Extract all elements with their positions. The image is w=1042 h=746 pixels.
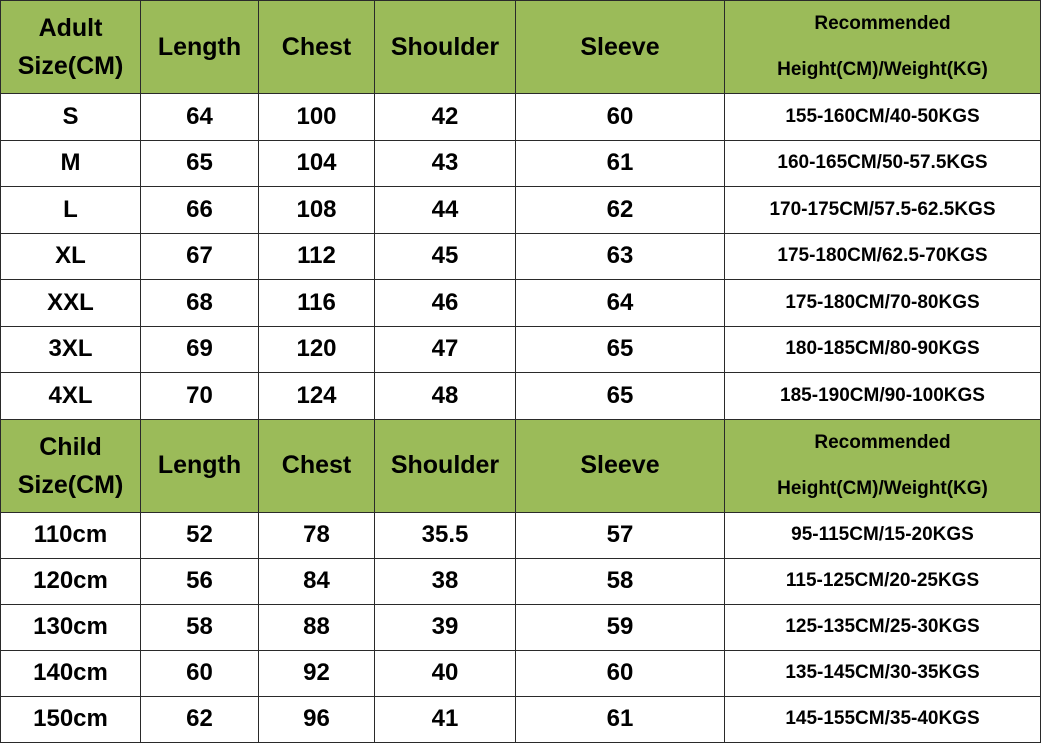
sleeve-cell: 64 [516, 280, 725, 327]
size-cell: M [1, 140, 141, 187]
sleeve-cell: 57 [516, 512, 725, 558]
shoulder-cell: 45 [375, 233, 516, 280]
adult-row [1, 187, 1041, 234]
length-cell: 62 [141, 696, 259, 742]
adult-length-header: Length [141, 1, 259, 94]
chest-cell: 108 [259, 187, 375, 234]
length-cell: 52 [141, 512, 259, 558]
child-size-header-line2: Size(CM) [17, 470, 124, 499]
child-recommended-header-line2: Height(CM)/Weight(KG) [777, 477, 988, 499]
recommended-cell: 125-135CM/25-30KGS [725, 604, 1041, 650]
chest-cell: 116 [259, 280, 375, 327]
child-size-header [1, 419, 141, 512]
length-cell: 60 [141, 650, 259, 696]
recommended-cell: 180-185CM/80-90KGS [725, 326, 1041, 373]
child-recommended-header [725, 419, 1041, 512]
size-cell: 3XL [1, 326, 141, 373]
shoulder-cell: 47 [375, 326, 516, 373]
sleeve-cell: 65 [516, 326, 725, 373]
length-cell: 64 [141, 94, 259, 141]
adult-recommended-header [725, 1, 1041, 94]
shoulder-cell: 48 [375, 373, 516, 420]
recommended-cell: 145-155CM/35-40KGS [725, 696, 1041, 742]
sleeve-cell: 63 [516, 233, 725, 280]
size-cell: 130cm [1, 604, 141, 650]
adult-row [1, 373, 1041, 420]
length-cell: 66 [141, 187, 259, 234]
length-cell: 65 [141, 140, 259, 187]
adult-row [1, 140, 1041, 187]
chest-cell: 84 [259, 558, 375, 604]
chest-cell: 92 [259, 650, 375, 696]
child-size-header-line1: Child [39, 432, 102, 461]
chest-cell: 96 [259, 696, 375, 742]
size-cell: 140cm [1, 650, 141, 696]
child-row [1, 650, 1041, 696]
child-header-row [1, 419, 1041, 512]
shoulder-cell: 35.5 [375, 512, 516, 558]
recommended-cell: 135-145CM/30-35KGS [725, 650, 1041, 696]
child-row [1, 696, 1041, 742]
recommended-cell: 170-175CM/57.5-62.5KGS [725, 187, 1041, 234]
length-cell: 58 [141, 604, 259, 650]
sleeve-cell: 61 [516, 140, 725, 187]
size-cell: 150cm [1, 696, 141, 742]
chest-cell: 100 [259, 94, 375, 141]
adult-row [1, 280, 1041, 327]
recommended-cell: 175-180CM/70-80KGS [725, 280, 1041, 327]
chest-cell: 78 [259, 512, 375, 558]
recommended-cell: 175-180CM/62.5-70KGS [725, 233, 1041, 280]
child-recommended-header-line1: Recommended [814, 431, 951, 453]
adult-size-header-line2: Size(CM) [17, 52, 124, 80]
adult-size-header [1, 1, 141, 94]
adult-row [1, 233, 1041, 280]
length-cell: 70 [141, 373, 259, 420]
shoulder-cell: 42 [375, 94, 516, 141]
shoulder-cell: 46 [375, 280, 516, 327]
sleeve-cell: 65 [516, 373, 725, 420]
adult-shoulder-header: Shoulder [375, 1, 516, 94]
recommended-cell: 155-160CM/40-50KGS [725, 94, 1041, 141]
shoulder-cell: 43 [375, 140, 516, 187]
adult-header-row [1, 1, 1041, 94]
shoulder-cell: 41 [375, 696, 516, 742]
sleeve-cell: 59 [516, 604, 725, 650]
length-cell: 67 [141, 233, 259, 280]
size-cell: 4XL [1, 373, 141, 420]
chest-cell: 104 [259, 140, 375, 187]
child-row [1, 512, 1041, 558]
adult-chest-header: Chest [259, 1, 375, 94]
recommended-cell: 115-125CM/20-25KGS [725, 558, 1041, 604]
size-cell: 110cm [1, 512, 141, 558]
child-section [1, 419, 1041, 742]
shoulder-cell: 40 [375, 650, 516, 696]
sleeve-cell: 58 [516, 558, 725, 604]
recommended-cell: 185-190CM/90-100KGS [725, 373, 1041, 420]
child-shoulder-header: Shoulder [375, 419, 516, 512]
sleeve-cell: 60 [516, 94, 725, 141]
size-cell: XXL [1, 280, 141, 327]
child-length-header: Length [141, 419, 259, 512]
sleeve-cell: 60 [516, 650, 725, 696]
adult-row [1, 94, 1041, 141]
recommended-cell: 95-115CM/15-20KGS [725, 512, 1041, 558]
chest-cell: 124 [259, 373, 375, 420]
child-chest-header: Chest [259, 419, 375, 512]
adult-sleeve-header: Sleeve [516, 1, 725, 94]
chest-cell: 120 [259, 326, 375, 373]
chest-cell: 112 [259, 233, 375, 280]
sleeve-cell: 61 [516, 696, 725, 742]
sleeve-cell: 62 [516, 187, 725, 234]
adult-recommended-header-line2: Height(CM)/Weight(KG) [777, 59, 988, 80]
adult-size-header-line1: Adult [38, 14, 103, 42]
adult-row [1, 326, 1041, 373]
size-cell: S [1, 94, 141, 141]
length-cell: 68 [141, 280, 259, 327]
size-cell: XL [1, 233, 141, 280]
child-row [1, 604, 1041, 650]
size-cell: 120cm [1, 558, 141, 604]
adult-section [1, 1, 1041, 420]
shoulder-cell: 39 [375, 604, 516, 650]
chest-cell: 88 [259, 604, 375, 650]
shoulder-cell: 38 [375, 558, 516, 604]
adult-recommended-header-line1: Recommended [814, 13, 951, 34]
length-cell: 69 [141, 326, 259, 373]
recommended-cell: 160-165CM/50-57.5KGS [725, 140, 1041, 187]
child-row [1, 558, 1041, 604]
child-sleeve-header: Sleeve [516, 419, 725, 512]
length-cell: 56 [141, 558, 259, 604]
shoulder-cell: 44 [375, 187, 516, 234]
size-cell: L [1, 187, 141, 234]
